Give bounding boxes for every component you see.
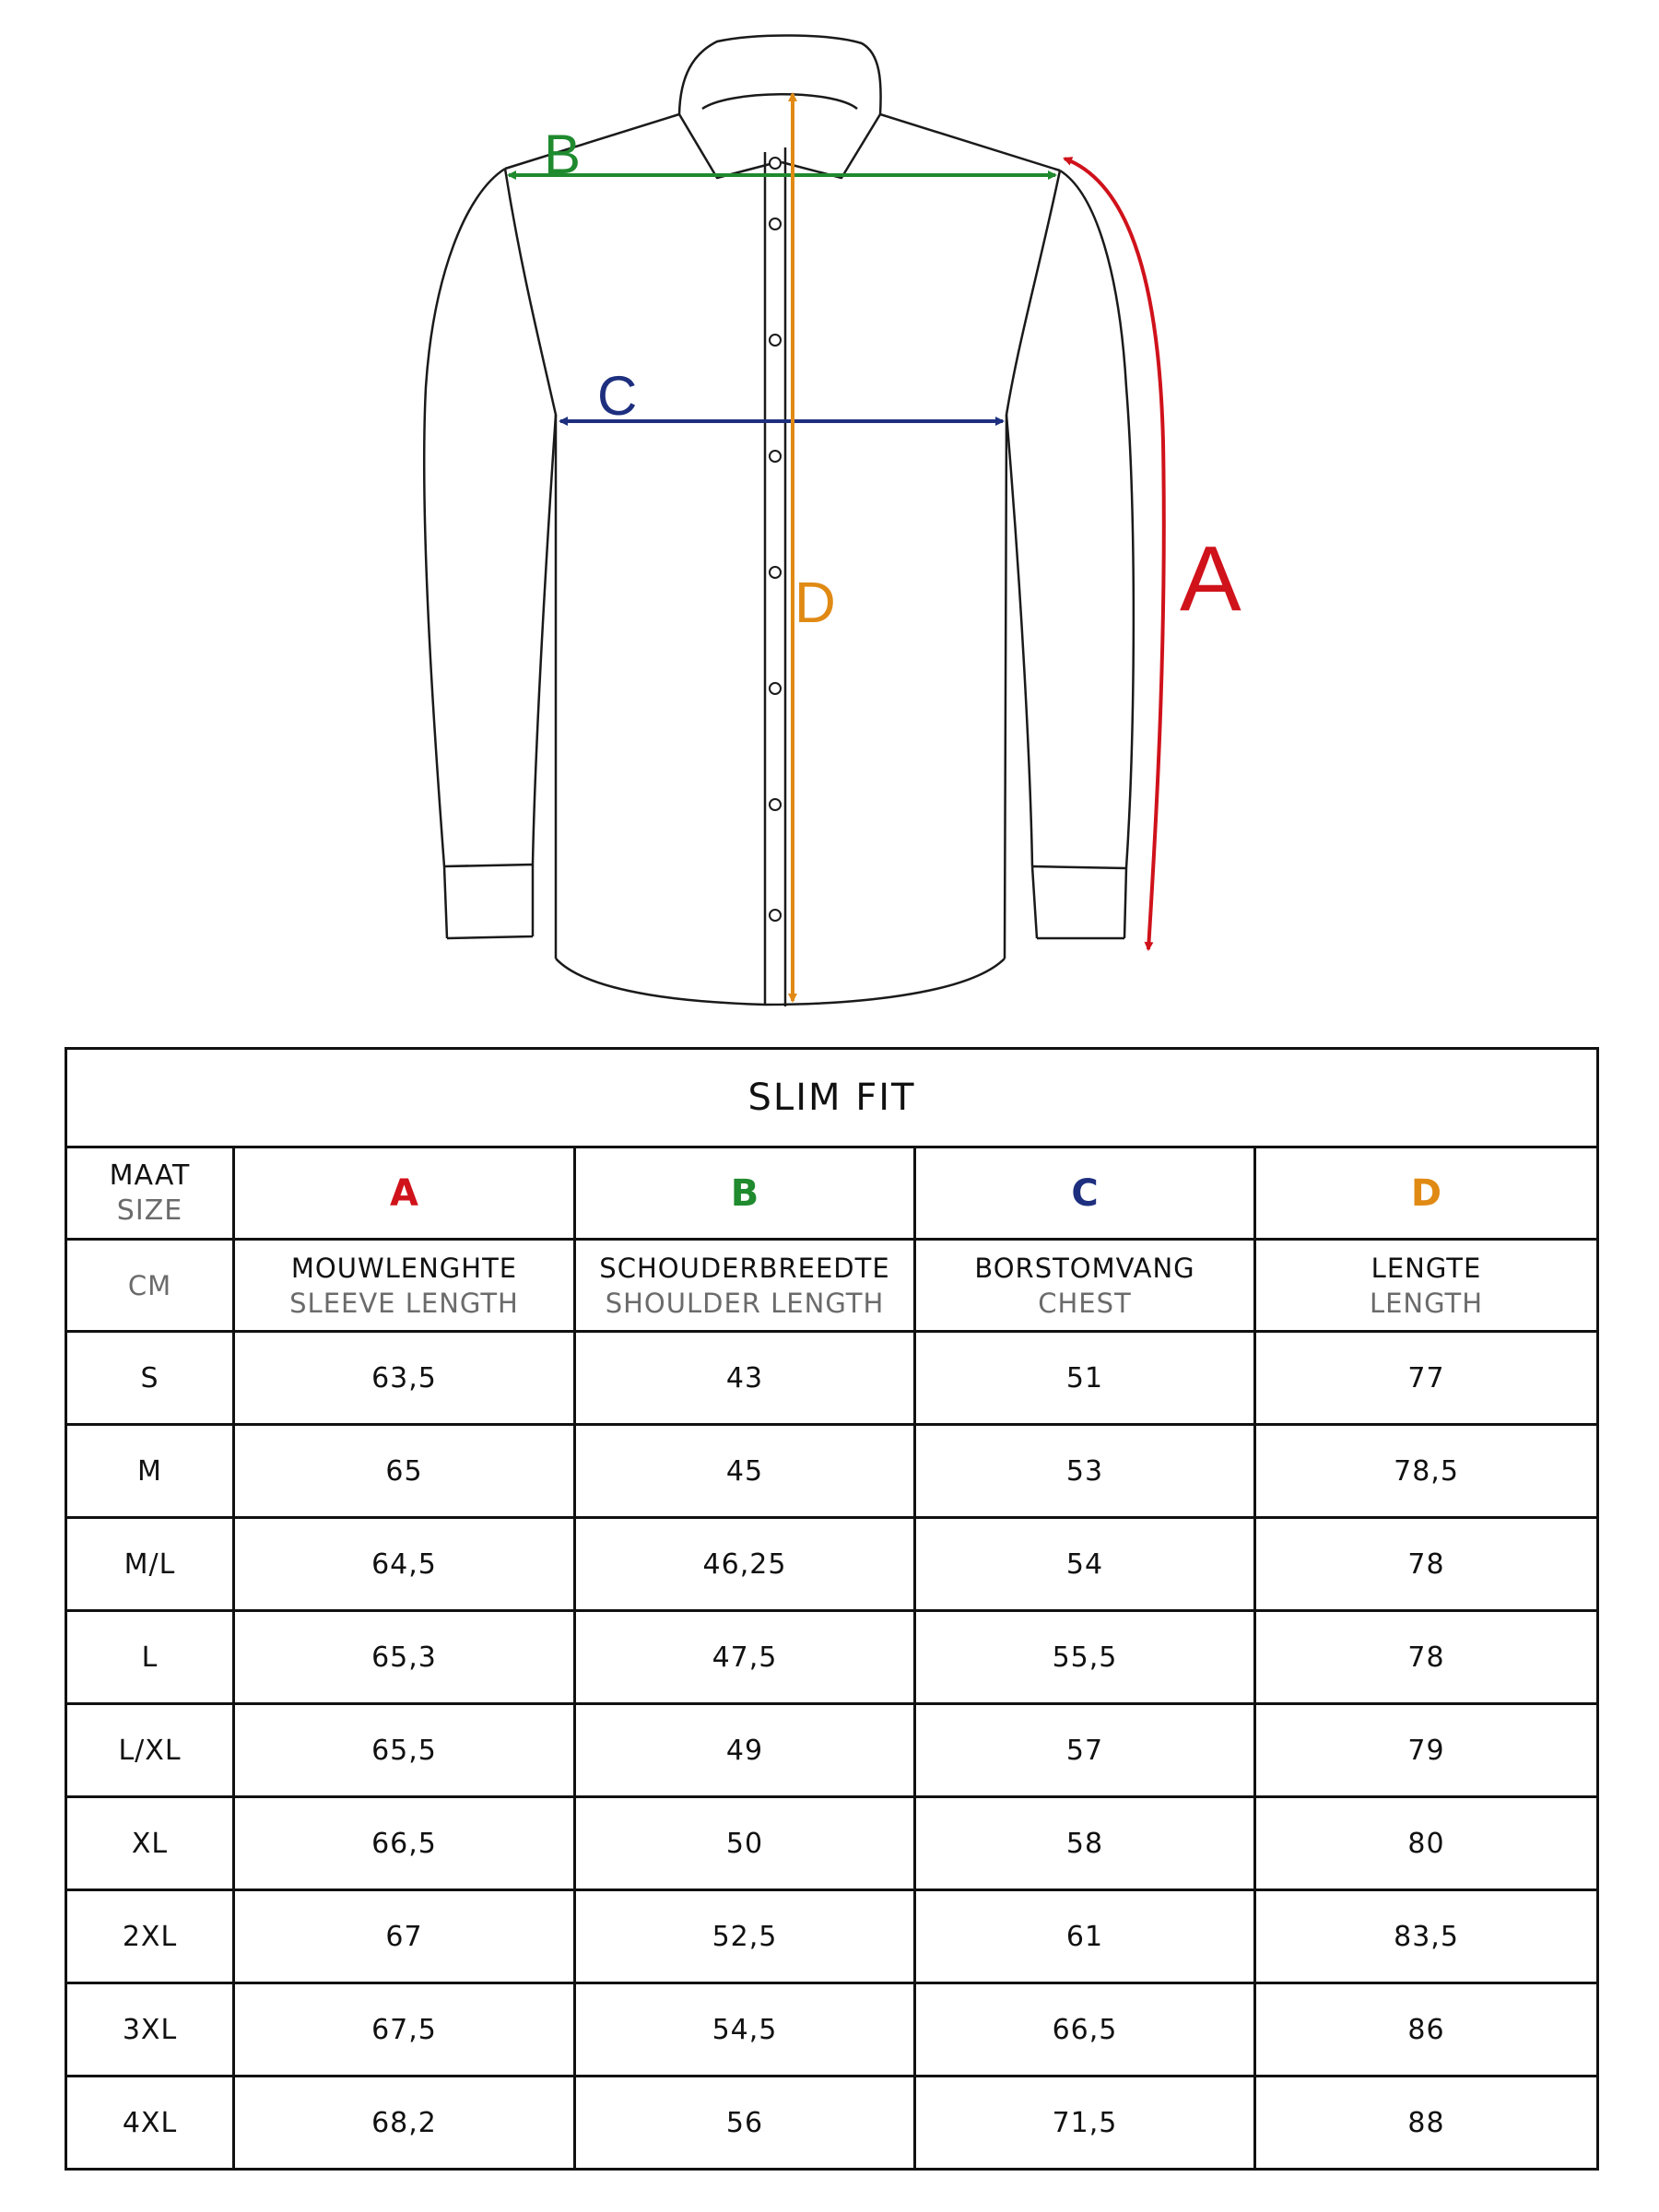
value-cell: 88 bbox=[1255, 2077, 1598, 2170]
size-cell: 3XL bbox=[66, 1983, 234, 2077]
value-cell: 79 bbox=[1255, 1704, 1598, 1797]
column-letter-b bbox=[575, 1147, 915, 1240]
value-cell: 46,25 bbox=[575, 1518, 915, 1611]
diagram-label-d: D bbox=[794, 571, 836, 635]
table-row bbox=[66, 1797, 1598, 1890]
column-header-c-nl: BORSTOMVANG bbox=[974, 1252, 1195, 1284]
value-cell: 61 bbox=[915, 1890, 1255, 1983]
column-header-d-en: LENGTH bbox=[1369, 1287, 1484, 1319]
size-header-line1: MAAT bbox=[109, 1159, 191, 1192]
value-cell: 58 bbox=[915, 1797, 1255, 1890]
table-row bbox=[66, 1983, 1598, 2077]
size-cell: XL bbox=[66, 1797, 234, 1890]
value-cell: 54,5 bbox=[575, 1983, 915, 2077]
value-cell: 83,5 bbox=[1255, 1890, 1598, 1983]
letter-b: B bbox=[730, 1171, 759, 1215]
column-letter-c bbox=[915, 1147, 1255, 1240]
value-cell: 65 bbox=[234, 1425, 575, 1518]
column-header-a-en: SLEEVE LENGTH bbox=[289, 1287, 519, 1319]
size-cell: 2XL bbox=[66, 1890, 234, 1983]
value-cell: 65,3 bbox=[234, 1611, 575, 1704]
value-cell: 66,5 bbox=[234, 1797, 575, 1890]
column-header-c-en: CHEST bbox=[1038, 1287, 1132, 1319]
value-cell: 45 bbox=[575, 1425, 915, 1518]
size-cell: M bbox=[66, 1425, 234, 1518]
table-row bbox=[66, 1611, 1598, 1704]
value-cell: 78,5 bbox=[1255, 1425, 1598, 1518]
column-header-a-nl: MOUWLENGHTE bbox=[290, 1252, 518, 1284]
unit-label: CM bbox=[127, 1269, 172, 1301]
value-cell: 78 bbox=[1255, 1518, 1598, 1611]
table-row bbox=[66, 1425, 1598, 1518]
value-cell: 80 bbox=[1255, 1797, 1598, 1890]
size-header-line2: SIZE bbox=[116, 1194, 183, 1227]
column-letter-a bbox=[234, 1147, 575, 1240]
column-header-d bbox=[1255, 1240, 1598, 1332]
shirt-buttons bbox=[770, 158, 781, 921]
size-cell: L/XL bbox=[66, 1704, 234, 1797]
table-row bbox=[66, 1704, 1598, 1797]
table-row bbox=[66, 1890, 1598, 1983]
value-cell: 57 bbox=[915, 1704, 1255, 1797]
size-cell: L bbox=[66, 1611, 234, 1704]
letter-a: A bbox=[390, 1171, 418, 1215]
value-cell: 49 bbox=[575, 1704, 915, 1797]
value-cell: 52,5 bbox=[575, 1890, 915, 1983]
letter-d: D bbox=[1410, 1171, 1442, 1215]
value-cell: 78 bbox=[1255, 1611, 1598, 1704]
value-cell: 53 bbox=[915, 1425, 1255, 1518]
size-chart-table bbox=[65, 1047, 1599, 2171]
value-cell: 67,5 bbox=[234, 1983, 575, 2077]
diagram-label-a: A bbox=[1180, 527, 1241, 630]
value-cell: 50 bbox=[575, 1797, 915, 1890]
size-cell: S bbox=[66, 1332, 234, 1425]
value-cell: 43 bbox=[575, 1332, 915, 1425]
table-row bbox=[66, 2077, 1598, 2170]
column-header-b-nl: SCHOUDERBREEDTE bbox=[599, 1252, 890, 1284]
table-row bbox=[66, 1332, 1598, 1425]
value-cell: 66,5 bbox=[915, 1983, 1255, 2077]
value-cell: 55,5 bbox=[915, 1611, 1255, 1704]
column-header-c bbox=[915, 1240, 1255, 1332]
value-cell: 77 bbox=[1255, 1332, 1598, 1425]
shirt-outline bbox=[424, 35, 1134, 1006]
column-letter-d bbox=[1255, 1147, 1598, 1240]
value-cell: 63,5 bbox=[234, 1332, 575, 1425]
shirt-measurement-diagram bbox=[0, 0, 1659, 1023]
value-cell: 54 bbox=[915, 1518, 1255, 1611]
column-header-d-nl: LENGTE bbox=[1371, 1252, 1482, 1284]
column-header-a bbox=[234, 1240, 575, 1332]
size-header bbox=[66, 1147, 234, 1240]
column-header-b bbox=[575, 1240, 915, 1332]
size-cell: M/L bbox=[66, 1518, 234, 1611]
table-row bbox=[66, 1518, 1598, 1611]
value-cell: 47,5 bbox=[575, 1611, 915, 1704]
letter-c: C bbox=[1071, 1171, 1099, 1215]
value-cell: 51 bbox=[915, 1332, 1255, 1425]
diagram-label-b: B bbox=[544, 124, 582, 185]
diagram-label-c: C bbox=[597, 365, 638, 427]
column-header-b-en: SHOULDER LENGTH bbox=[605, 1287, 885, 1319]
unit-header bbox=[66, 1240, 234, 1332]
value-cell: 65,5 bbox=[234, 1704, 575, 1797]
value-cell: 71,5 bbox=[915, 2077, 1255, 2170]
value-cell: 67 bbox=[234, 1890, 575, 1983]
value-cell: 86 bbox=[1255, 1983, 1598, 2077]
size-cell: 4XL bbox=[66, 2077, 234, 2170]
table-title: SLIM FIT bbox=[66, 1049, 1598, 1147]
value-cell: 68,2 bbox=[234, 2077, 575, 2170]
value-cell: 64,5 bbox=[234, 1518, 575, 1611]
value-cell: 56 bbox=[575, 2077, 915, 2170]
sleeve-arrow bbox=[1065, 159, 1164, 949]
